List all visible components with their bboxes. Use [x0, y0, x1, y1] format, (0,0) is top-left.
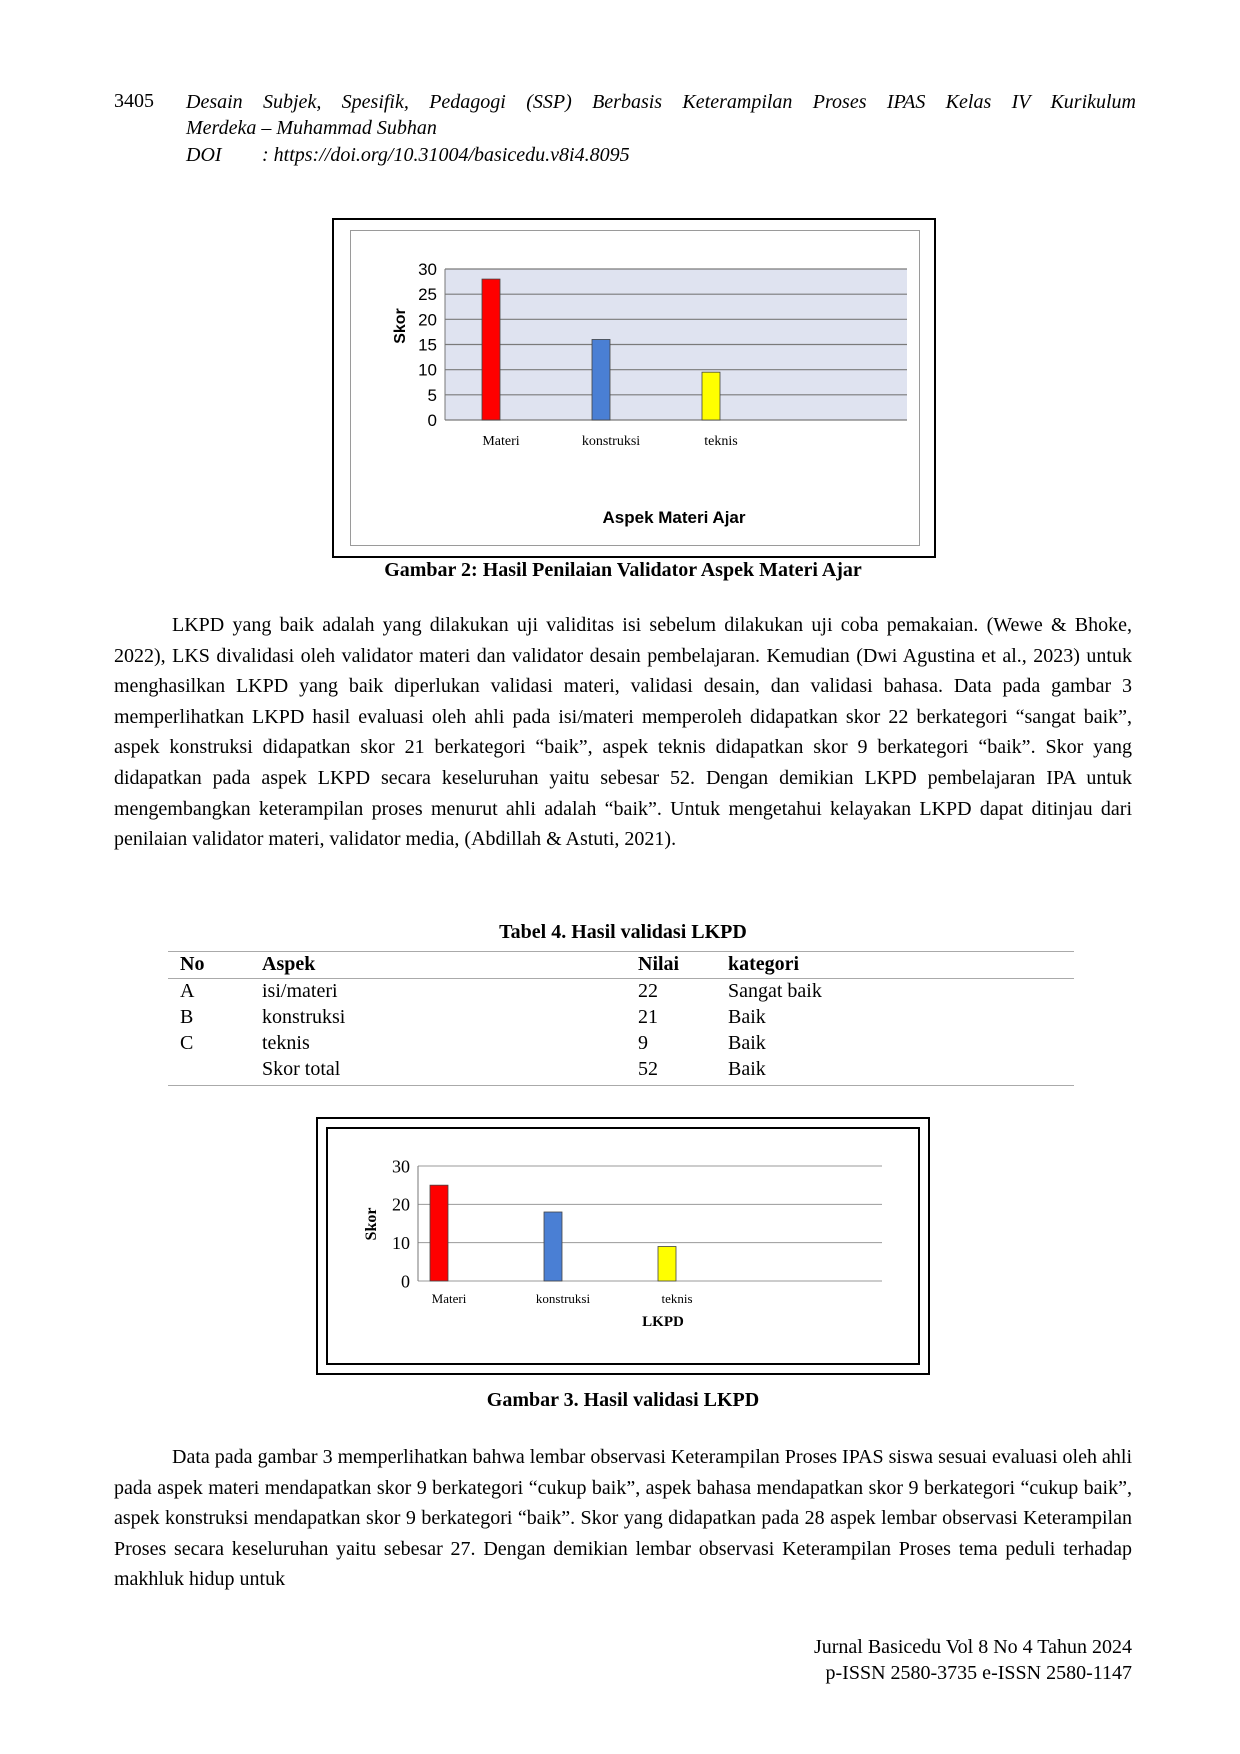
- figure-3-plot-area: [326, 1127, 920, 1365]
- table-top-rule: [168, 951, 1074, 952]
- bar: [702, 372, 720, 420]
- y-tick-label: 0: [401, 1271, 410, 1292]
- figure-3-caption: Gambar 3. Hasil validasi LKPD: [486, 1389, 760, 1411]
- y-tick-label: 30: [392, 1156, 410, 1177]
- figure-2-chart: [351, 231, 919, 545]
- y-tick-label: 0: [427, 410, 437, 430]
- table-row: [168, 980, 1074, 1006]
- cell-aspek: konstruksi: [262, 1006, 346, 1028]
- figure-2-plot-area: [350, 230, 920, 546]
- x-axis-label: Aspek Materi Ajar: [602, 508, 746, 527]
- y-tick-label: 10: [418, 360, 437, 380]
- cell-no: C: [180, 1032, 194, 1054]
- y-tick-label: 20: [392, 1194, 410, 1215]
- bar: [592, 339, 610, 420]
- header-no: No: [180, 953, 205, 975]
- table-header-row: [168, 953, 1074, 979]
- y-tick-label: 25: [418, 285, 437, 305]
- doi-label: DOI: [186, 144, 222, 166]
- bar: [544, 1212, 562, 1281]
- running-title: Desain Subjek, Spesifik, Pedagogi (SSP) Berbasis Keterampilan Proses IPAS Kelas IV Kurikulum: [186, 91, 1136, 113]
- y-tick-label: 15: [418, 335, 437, 355]
- cell-nilai: 22: [638, 980, 658, 1002]
- bar: [658, 1247, 676, 1282]
- header-kategori: kategori: [728, 953, 800, 975]
- cell-kategori: Baik: [728, 1058, 766, 1080]
- body-paragraph-1: LKPD yang baik adalah yang dilakukan uji validitas isi sebelum dilakukan uji coba pemakaian. (Wewe & Bhoke, 2022), LKS divalidasi oleh validator materi dan validator desain pembelajaran. Kemudian (Dwi Agustina et al., 2023) untuk menghasilkan LKPD yang baik diperlukan validasi materi, validasi desain, dan validasi bahasa. Data pada gambar 3 memperlihatkan LKPD hasil evaluasi oleh ahli pada isi/materi memperoleh didapatkan skor 22 berkategori “sangat baik”, aspek konstruksi didapatkan skor 21 berkategori “baik”, aspek teknis didapatkan skor 9 berkategori “baik”. Skor yang didapatkan pada aspek LKPD secara keseluruhan yaitu sebesar 52. Dengan demikian LKPD pembelajaran IPA untuk mengembangkan keterampilan proses menurut ahli adalah “baik”. Untuk mengetahui kelayakan LKPD dapat ditinjau dari penilaian validator materi, validator media, (Abdillah & Astuti, 2021).: [114, 614, 1132, 851]
- cell-nilai: 21: [638, 1006, 658, 1028]
- cell-no: A: [180, 980, 195, 1002]
- body-paragraph-2: Data pada gambar 3 memperlihatkan bahwa lembar observasi Keterampilan Proses IPAS siswa sesuai evaluasi oleh ahli pada aspek materi mendapatkan skor 9 berkategori “cukup baik”, aspek bahasa mendapatkan skor 9 berkategori “cukup baik”, aspek konstruksi mendapatkan skor 9 berkategori “baik”. Skor yang didapatkan pada 28 aspek lembar observasi Keterampilan Proses secara keseluruhan yaitu sebesar 27. Dengan demikian lembar observasi Keterampilan Proses tema peduli terhadap makhluk hidup untuk: [114, 1446, 1132, 1591]
- header-aspek: Aspek: [262, 953, 316, 975]
- y-tick-label: 10: [392, 1232, 410, 1253]
- table-header-rule: [168, 978, 1074, 979]
- figure-3-frame: [316, 1117, 930, 1375]
- cell-kategori: Baik: [728, 1032, 766, 1054]
- page-number: 3405: [114, 90, 154, 112]
- header-nilai: Nilai: [638, 953, 680, 975]
- cell-aspek: Skor total: [262, 1058, 341, 1080]
- y-tick-label: 5: [427, 385, 437, 405]
- x-category-label: konstruksi: [581, 434, 641, 449]
- doi-link[interactable]: : https://doi.org/10.31004/basicedu.v8i4.8095: [262, 144, 630, 166]
- x-category-label: teknis: [704, 434, 738, 449]
- y-tick-label: 20: [418, 310, 437, 330]
- doi-line: [186, 143, 630, 167]
- cell-nilai: 52: [638, 1058, 658, 1080]
- y-axis-label: Skor: [363, 1207, 380, 1241]
- figure-3-chart: [328, 1129, 918, 1363]
- bar: [430, 1185, 448, 1281]
- cell-aspek: isi/materi: [262, 980, 338, 1002]
- table-row-total: [168, 1058, 1074, 1084]
- bar: [482, 279, 500, 420]
- x-category-label: Materi: [431, 1291, 467, 1306]
- cell-no: B: [180, 1006, 194, 1028]
- table-4-title: Tabel 4. Hasil validasi LKPD: [499, 921, 747, 943]
- cell-kategori: Sangat baik: [728, 980, 822, 1002]
- y-tick-label: 30: [418, 259, 437, 279]
- plot-background: [418, 1166, 882, 1281]
- table-row: [168, 1032, 1074, 1058]
- x-category-label: Materi: [482, 434, 520, 449]
- x-category-label: teknis: [661, 1291, 693, 1306]
- table-row: [168, 1006, 1074, 1032]
- footer-issn: p-ISSN 2580-3735 e-ISSN 2580-1147: [825, 1662, 1132, 1684]
- cell-aspek: teknis: [262, 1032, 310, 1054]
- x-axis-label: LKPD: [642, 1314, 684, 1330]
- y-axis-label: Skor: [392, 308, 409, 344]
- figure-2-frame: [332, 218, 936, 558]
- cell-nilai: 9: [638, 1032, 648, 1054]
- footer-journal: Jurnal Basicedu Vol 8 No 4 Tahun 2024: [813, 1636, 1132, 1658]
- table-bottom-rule: [168, 1085, 1074, 1086]
- x-category-label: konstruksi: [535, 1291, 591, 1306]
- figure-2-caption: Gambar 2: Hasil Penilaian Validator Aspek Materi Ajar: [384, 559, 862, 581]
- running-title-author: Merdeka – Muhammad Subhan: [186, 117, 437, 139]
- cell-kategori: Baik: [728, 1006, 766, 1028]
